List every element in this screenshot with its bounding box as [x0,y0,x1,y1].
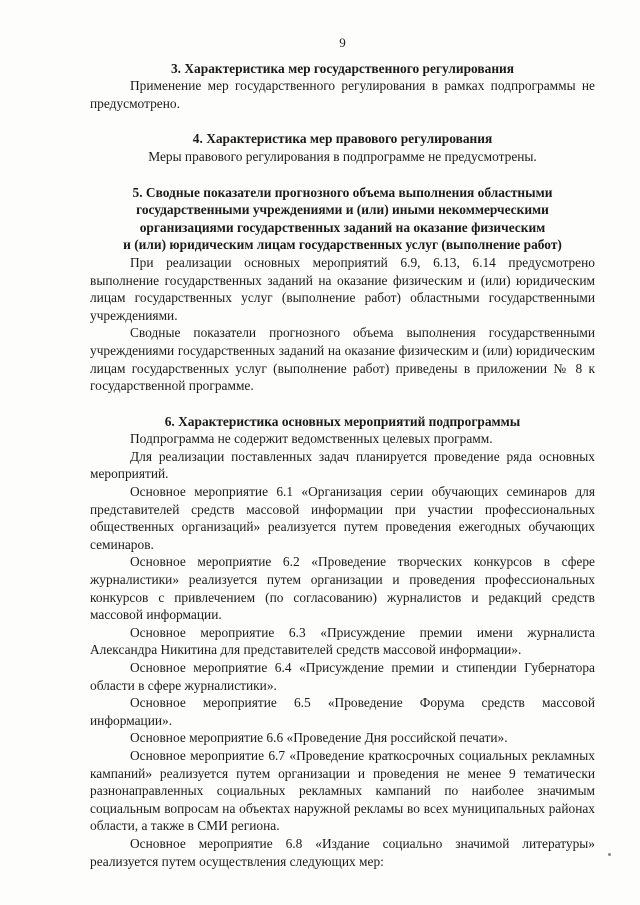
section-5-paragraph: Сводные показатели прогнозного объема выполнения государственными учреждениями государственных заданий на оказание физическим и (или) юридическим лицам государственных услуг (выполнение работ) приведены в приложении № 8 к государственной программе. [90,325,595,394]
section-5-title [90,184,595,254]
section-5-title-line: 5. Сводные показатели прогнозного объема выполнения областными [132,184,553,200]
section-6-paragraph: Основное мероприятие 6.4 «Присуждение премии и стипендии Губернатора области в сфере журналистики». [90,660,595,693]
section-6-paragraph: Основное мероприятие 6.5 «Проведение Форума средств массовой информации». [90,695,595,728]
section-5 [90,184,595,395]
section-5-title-line: организациями государственных заданий на оказание физическим [139,219,546,235]
section-3-title: 3. Характеристика мер государственного регулирования [170,60,514,76]
document-page [90,34,595,870]
page-number: 9 [339,35,346,50]
section-6-paragraph: Основное мероприятие 6.8 «Издание социально значимой литературы» реализуется путем осуществления следующих мер: [90,835,595,869]
section-5-title-line: и (или) юридическим лицам государственных услуг (выполнение работ) [123,237,562,253]
section-4 [90,130,595,165]
section-5-title-line: государственными учреждениями и (или) иными некоммерческими [136,202,549,218]
section-6 [90,413,595,870]
section-6-paragraph: Основное мероприятие 6.6 «Проведение Дня российской печати». [130,730,508,746]
section-6-paragraph: Подпрограмма не содержит ведомственных целевых программ. [130,431,493,447]
section-6-title: 6. Характеристика основных мероприятий подпрограммы [164,413,521,429]
section-4-text: Меры правового регулирования в подпрограмме не предусмотрены. [148,148,537,164]
section-6-paragraph: Для реализации поставленных задач планируется проведение ряда основных мероприятий. [90,448,595,482]
section-3 [90,60,595,113]
section-4-title: 4. Характеристика мер правового регулирования [192,131,493,147]
section-6-paragraph: Основное мероприятие 6.7 «Проведение краткосрочных социальных рекламных кампаний» реализуется путем организации и проведения не менее 9 тематически разнонаправленных социальных рекламных кампаний по наиболее значимым социальным вопросам на объектах наружной рекламы во всех муниципальных районах области, а также в СМИ региона. [90,747,595,834]
scan-speck [608,853,611,856]
section-5-paragraph: При реализации основных мероприятий 6.9, 6.13, 6.14 предусмотрено выполнение государственных заданий на оказание физическим и (или) юридическим лицам государственных услуг (выполнение работ) областными государственными учреждениями. [90,254,595,323]
section-6-paragraph: Основное мероприятие 6.3 «Присуждение премии имени журналиста Александра Никитина для представителей средств массовой информации». [90,624,595,658]
section-3-text: Применение мер государственного регулирования в рамках подпрограммы не предусмотрено. [90,78,595,111]
section-6-paragraph: Основное мероприятие 6.2 «Проведение творческих конкурсов в сфере журналистики» реализуется путем организации и проведения профессиональных конкурсов с привлечением (по согласованию) журналистов и редакций средств массовой информации. [90,554,595,623]
section-6-paragraph: Основное мероприятие 6.1 «Организация серии обучающих семинаров для представителей средств массовой информации при участии профессиональных общественных организаций» реализуется путем проведения ежегодных обучающих семинаров. [90,484,595,552]
